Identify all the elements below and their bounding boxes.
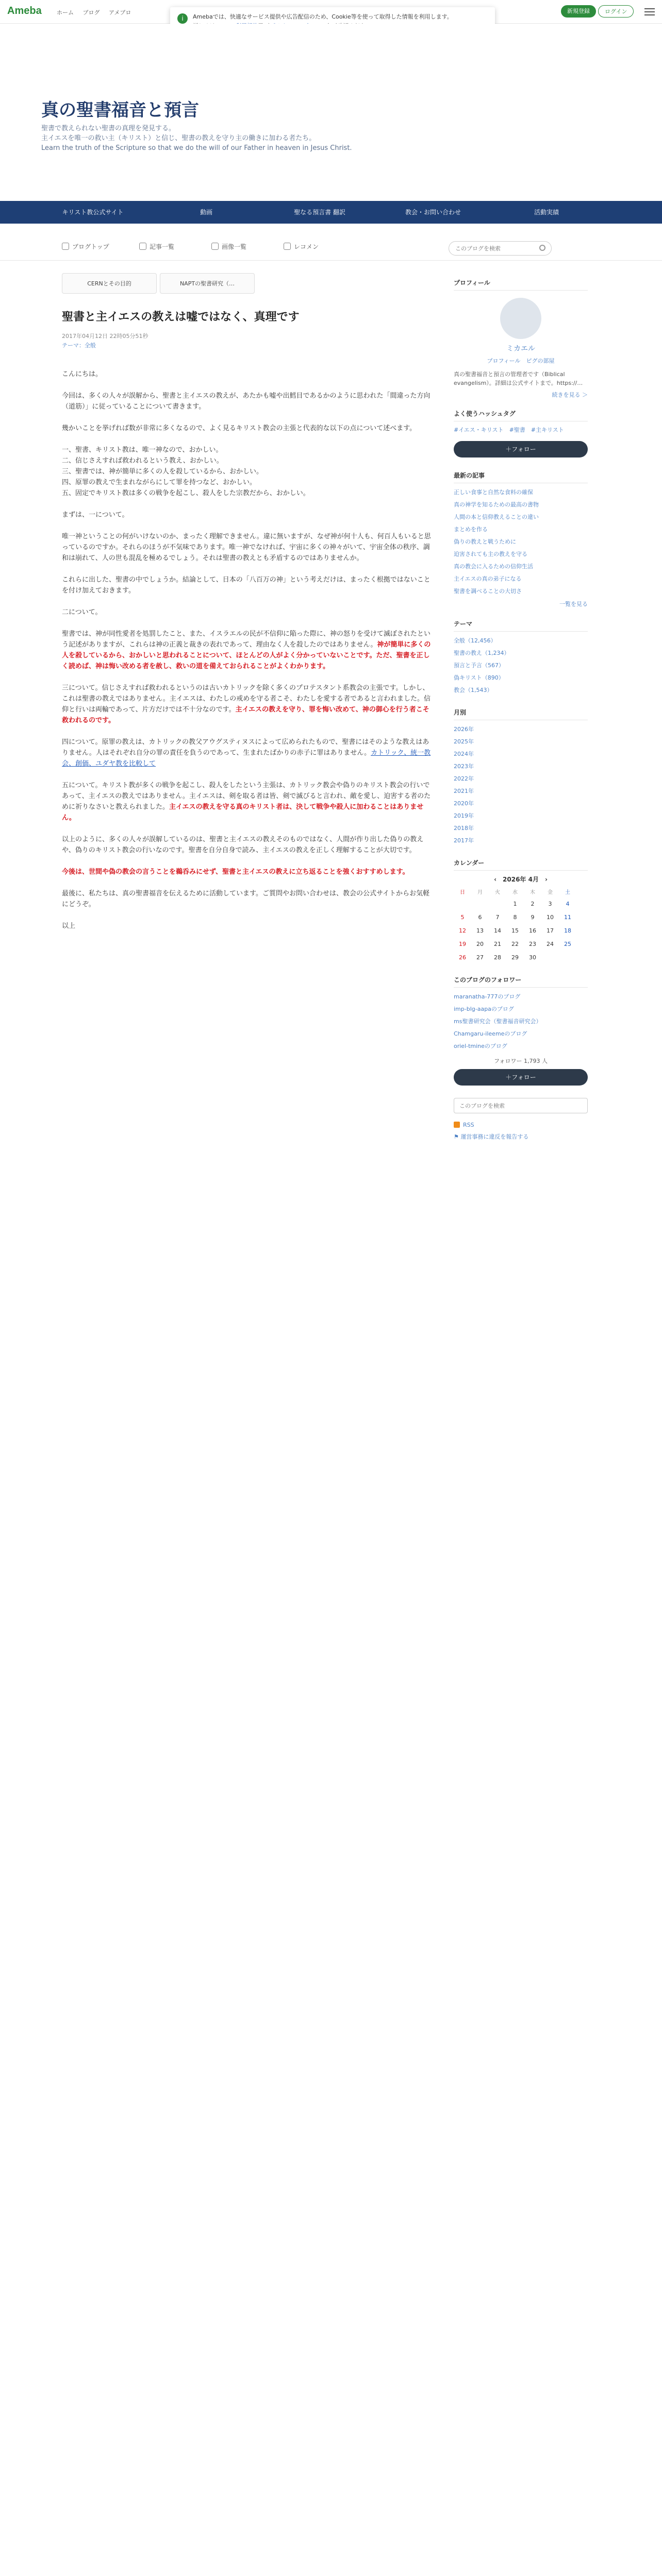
rss-icon [454,1122,460,1128]
entry-paragraph: まずは、一について。 [62,511,129,519]
gnav-activities[interactable]: 活動実績 [534,209,559,216]
subnav-image-list[interactable]: 画像一覧 [211,242,246,251]
recent-item[interactable]: 聖書を調べることの大切さ [454,588,522,595]
emphasis-red: 神が簡単に多くの人を殺しているから、おかしいと思われることについて、ほとんどの人がよく分かっていないことです。 [62,641,431,659]
recent-item[interactable]: 偽りの教えと戦うために [454,538,516,545]
entry-paragraph: 以上のように、多くの人々が誤解しているのは、聖書と主イエスの教えそのものではなく、人間が作り出した偽りの教えや、偽りのキリスト教会の行いなのです。聖書を自分自身で読み、主イエスの教えを正しく理解することが大切です。 [62,836,424,854]
archive-year[interactable]: 2021年 [454,788,474,794]
prev-entry-button[interactable]: CERNとその目的 [62,273,157,294]
calendar-day: 12 [459,927,466,934]
calendar-grid: 日 月 火 水 木 金 土 1 2 3 4 5 6 7 8 9 10 11 12 13 14 15 16 17 18 19 20 21 22 23 24 25 26 27 28 29 30 [454,886,576,964]
calendar-day: 24 [547,940,554,947]
calendar-day: 11 [564,913,571,921]
archive-year[interactable]: 2026年 [454,726,474,733]
side-hashtag[interactable]: #聖書 [509,427,525,433]
archive-year[interactable]: 2022年 [454,775,474,782]
site-description: 聖書で教えられない聖書の真理を発見する。 主イエスを唯一の救い主（キリスト）と信じ、聖書の教えを守り主の働きに加わる者たち。 Learn the truth of the Scripture so that we do the will of our Father in heaven in Jesus Christ. [41,125,352,152]
recommend-icon [284,243,291,250]
follower-blog[interactable]: oriel-tmineのブログ [454,1043,507,1049]
side-hashtags [454,426,588,434]
entry-date: 2017年04月12日 22時05分51秒 [62,333,148,340]
theme-list [454,635,588,697]
next-entry-button[interactable]: NAPTの聖書研究（… [160,273,255,294]
recent-heading: 最新の記事 [454,471,588,483]
login-button[interactable]: ログイン [598,5,634,18]
calendar-day: 29 [511,954,519,961]
archive-year[interactable]: 2019年 [454,812,474,819]
calendar-day: 3 [548,900,552,907]
calendar-day: 19 [459,940,466,947]
image-icon [211,243,219,250]
signup-button[interactable]: 新規登録 [561,5,596,18]
entry-paragraph: 今後は、世間や偽の教会の言うことを鵜呑みにせず、聖書と主イエスの教えに立ち返ることを強くおすすめします。 [62,868,409,876]
profile-link[interactable]: プロフィール [487,358,521,364]
theme-item[interactable]: 預言と予言（567） [454,662,504,669]
article-link[interactable]: カトリック、統一教会、創価、ユダヤ教を比較して [62,749,431,768]
archive-heading: 月別 [454,708,588,720]
entry-paragraph: 最後に、私たちは、真の聖書福音を伝えるために活動しています。ご質問やお問い合わせは、教会の公式サイトからお気軽にどうぞ。 [62,890,430,908]
top-nav-ameblo[interactable]: アメブロ [109,9,131,16]
side-hashtag[interactable]: #イエス・キリスト [454,427,504,433]
profile-more-link[interactable]: 続きを見る ＞ [552,392,588,398]
ameba-logo[interactable]: Ameba [7,5,42,16]
entry-paragraph: 二について。 [62,608,102,616]
pigg-room-link[interactable]: ピグの部屋 [526,358,555,364]
follower-blog[interactable]: maranatha-777のブログ [454,993,521,1000]
blogs-heading: このブログのフォロワー [454,975,588,988]
calendar-day: 13 [476,927,484,934]
sidebar [454,278,588,1141]
theme-item[interactable]: 全般（12,456） [454,637,496,644]
info-icon: i [177,13,188,24]
gnav-contact[interactable]: 教会・お問い合わせ [405,209,461,216]
entry-paragraph: こんにちは。 [62,370,103,378]
profile-name[interactable]: ミカエル [506,345,535,353]
calendar-day: 25 [564,940,571,947]
sidebar-follow-button[interactable]: ＋フォロー [454,441,588,457]
calendar-next-icon[interactable]: › [538,876,548,883]
recent-item[interactable]: 主イエスの真の弟子になる [454,575,522,582]
top-nav-home[interactable]: ホーム [57,9,74,16]
calendar-day: 16 [529,927,536,934]
profile-links [454,357,588,365]
side-search-input[interactable] [454,1098,588,1113]
entry-paragraph: 今回は、多くの人々が誤解から、聖書と主イエスの教えが、あたかも嘘や出鱈目であるかのように思われた「間違った方向（道筋）」に従っていることについて書きます。 [62,392,431,411]
follower-blog[interactable]: Chamgaru-ileemeのブログ [454,1030,527,1037]
archive-year[interactable]: 2020年 [454,800,474,807]
entry-list: 一、聖書、キリスト教は、唯一神なので、おかしい。 二、信じさえすれば救われるという教え、おかしい。 三、聖書では、神が簡単に多くの人を殺しているから、おかしい。 四、原罪の教えで生まれながらにして罪を持つなど、おかしい。 五、固定でキリスト教は多くの戦争を起こし、殺人をした宗教だから、おかしい。 [62,446,310,497]
entry-paragraph: 四について。原罪の教えは、カトリックの教父アウグスティヌスによって広められたもので、聖書にはそのような教えはありません。人はそれぞれ自分の罪の責任を負うのであって、生まれたばかりの赤子に罪はありません。カトリック、統一教会、創価、ユダヤ教を比較して [62,738,431,768]
recent-item[interactable]: 迫害されても主の教えを守る [454,551,527,557]
follower-blog[interactable]: imp-blg-aapaのブログ [454,1006,514,1012]
recent-more-link[interactable]: 一覧を見る [559,601,588,607]
entry-paragraph: 唯一神ということの何がいけないのか、まったく理解できません。違に無いますが、なぜ神が何十人も、何百人もいると思っているのですか。それらのほうが不気味であります。唯一神でなければ、宇宙に多くの神々がいて、宇宙全体の秩序、調和は崩れて、人の世も混乱を極めるでしょう。それは聖書の教えとも矛盾するのではありませんか。 [62,533,431,562]
calendar-day: 23 [529,940,536,947]
blog-search-input[interactable] [449,241,552,256]
theme-heading: テーマ [454,619,588,632]
search-icon[interactable] [539,245,545,251]
gnav-prophecy[interactable]: 聖なる預言書 翻訳 [294,209,345,216]
entry-theme-link[interactable]: テーマ：全般 [62,342,96,349]
recent-item[interactable]: 人間の本と信仰教えることの違い [454,514,539,520]
archive-year[interactable]: 2025年 [454,738,474,745]
theme-item[interactable]: 聖書の教え（1,234） [454,650,510,656]
emphasis-red: 主イエスの教えを守る真のキリスト者は、決して戦争や殺人に加わることはありません。 [62,803,424,822]
archive-year[interactable]: 2024年 [454,751,474,757]
calendar-day: 28 [494,954,501,961]
top-nav-blog[interactable]: ブログ [82,9,100,16]
cookie-line1: Amebaでは、快適なサービス提供や広告配信のため、Cookie等を使って取得した情報を利用します。 [193,13,453,20]
entry-paragraph: 三について。信じさえすれば救われるというのは古いカトリックを除く多くのプロテスタント系教会の主張です。しかし、これは聖書の教えではありません。主イエスは、わたしの戒めを守る者こそ、わたしを愛する者であると言われました。信仰と行いは両輪であって、片方だけでは不十分なのです。主イエスの教えを守り、罪を悔い改めて、神の御心を行う者こそ救われるのです。 [62,684,431,724]
entry-title: 聖書と主イエスの教えは嘘ではなく、真理です [62,311,300,324]
sidebar-profile-heading: プロフィール [454,278,588,291]
list-icon [139,243,146,250]
entry-paragraph: 五について。キリスト教が多くの戦争を起こし、殺人をしたという主張は、カトリック教会や偽りのキリスト教会の行いであって、主イエスの教えではありません。主イエスは、剣を取る者は皆、剣で滅びると言われ、敵を愛し、迫害する者のために祈りなさいと教えられました。主イエスの教えを守る真のキリスト者は、決して戦争や殺人に加わることはありません。 [62,782,431,822]
calendar-prev-icon[interactable]: ‹ [494,876,503,883]
calendar-day: 5 [460,913,465,921]
subnav-blog-top[interactable]: ブログトップ [62,242,109,251]
rss-link[interactable]: RSS [454,1122,588,1128]
follower-count: フォロワー 1,793 人 [494,1058,548,1064]
theme-item[interactable]: 教会（1,543） [454,687,493,693]
recent-item[interactable]: 正しい食事と自然な食料の確保 [454,489,533,496]
calendar-day: 2 [531,900,535,907]
calendar-day: 10 [547,913,554,921]
calendar-day: 26 [459,954,466,961]
top-nav [57,8,138,16]
side-hashtag[interactable]: #主キリスト [531,427,564,433]
gnav-videos[interactable]: 動画 [200,209,212,216]
hashtag-heading: よく使うハッシュタグ [454,409,588,421]
flag-icon: ⚑ [454,1133,461,1140]
gnav-official-site[interactable]: キリスト教公式サイト [62,209,124,216]
calendar-day: 6 [478,913,482,921]
emphasis-red: 主イエスの教えを守り、罪を悔い改めて、神の御心を行う者こそ救われるのです。 [62,706,429,724]
blog-header [0,24,662,152]
profile-bio: 真の聖書福音と預言の管理者です（Biblical evangelism）。詳細は公式サイトまで。https://… [454,371,583,386]
calendar-day: 7 [495,913,500,921]
calendar-day: 18 [564,927,571,934]
archive-year[interactable]: 2017年 [454,837,474,844]
calendar-heading: カレンダー [454,858,588,871]
archive-year[interactable]: 2018年 [454,825,474,832]
recent-item[interactable]: 真の神学を知るための最高の書物 [454,501,539,508]
subnav-recommend[interactable]: レコメン [284,242,319,251]
calendar-day: 9 [531,913,535,921]
calendar-day: 1 [513,900,517,907]
calendar-day: 22 [511,940,519,947]
site-title[interactable]: 真の聖書福音と預言 [41,100,199,121]
side-search [454,1098,588,1113]
archive-year[interactable]: 2023年 [454,763,474,770]
follower-blog-list [454,991,588,1053]
calendar-day: 21 [494,940,501,947]
sidebar-follow-button-2[interactable]: ＋フォロー [454,1069,588,1086]
menu-icon[interactable] [638,6,653,18]
emphasis-red: ただ、聖書を正しく読めば、神は悔い改める者を赦し、救いの道を備えておられることがよくわかります。 [62,652,430,670]
calendar-day: 8 [513,913,517,921]
calendar-day: 30 [529,954,536,961]
calendar-day: 20 [476,940,484,947]
calendar-day: 15 [511,927,519,934]
calendar-day: 27 [476,954,484,961]
profile-avatar[interactable] [500,298,541,339]
recent-item[interactable]: 真の教会に入るための信仰生活 [454,563,533,570]
entry-paragraph: 聖書では、神が同性愛者を処罰したこと、また、イスラエルの民が不信仰に陥った際に、神の怒りを受けて滅ぼされたという記述がありますが、これらは神の正義と裁きの表れであって、理由なく人を殺したのではありません。神が簡単に多くの人を殺しているから、おかしいと思われることについて、ほとんどの人がよく分かっていないことです。ただ、聖書を正しく読めば、神は悔い改める者を赦し、救いの道を備えておられることがよくわかります。 [62,630,431,670]
entry-body [62,369,433,942]
entry-paragraph: これらに出した、聖書の中でしょうか。結論として、日本の「八百万の神」という考えだけは、まったく根拠ではないことを付け加えておきます。 [62,576,431,595]
calendar-day: 14 [494,927,501,934]
calendar-month: ‹ 2026年 4月 › [494,876,548,883]
calendar-day: 17 [547,927,554,934]
home-icon [62,243,69,250]
entry-closing: 以上 [62,922,76,930]
entry-paragraph: 幾かいことを挙げれば数が非常に多くなるので、よく見るキリスト教会の主張と代表的な以下の点について述べます。 [62,425,417,432]
theme-item[interactable]: 偽キリスト（890） [454,674,504,681]
calendar-day: 4 [566,900,570,907]
archive-list [454,723,588,847]
global-nav [0,201,662,224]
subnav-entry-list[interactable]: 記事一覧 [139,242,174,251]
recent-item[interactable]: まとめを作る [454,526,488,533]
blog-subnav [0,235,662,261]
follower-blog[interactable]: ms聖書研究会（聖書福音研究会） [454,1018,542,1025]
report-link[interactable]: ⚑ 運営事務に違反を報告する [454,1133,529,1140]
recent-list [454,486,588,598]
